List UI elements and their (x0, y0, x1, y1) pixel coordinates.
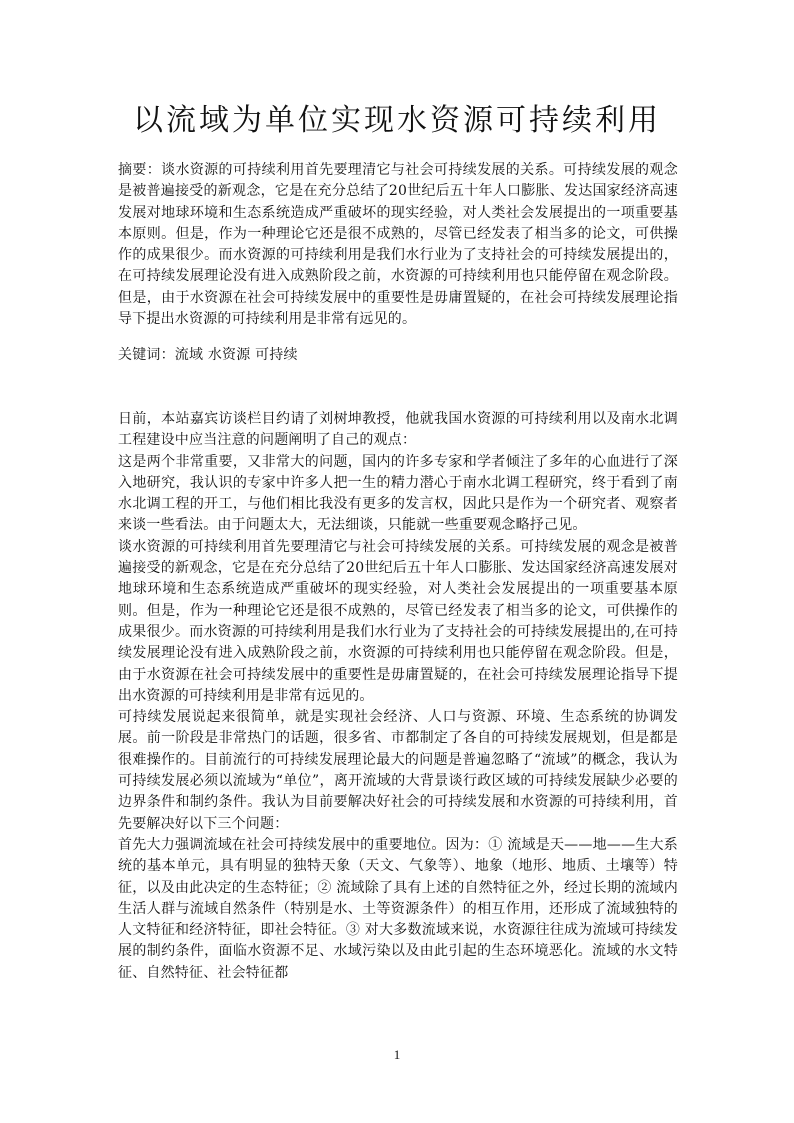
body-paragraph: 首先大力强调流域在社会可持续发展中的重要地位。因为：① 流域是天——地——生大系统的基本单元，具有明显的独特天象（天文、气象等）、地象（地形、地质、土壤等）特征，以及由此决定的生态特征；② 流域除了具有上述的自然特征之外，经过长期的流域内生活人群与流域自然条件（特别是水、土等资源条件）的相互作用，还形成了流域独特的人文特征和经济特征，即社会特征。③ 对大多数流域来说，水资源往往成为流域可持续发展的制约条件，面临水资源不足、水域污染以及由此引起的生态环境恶化。流域的水文特征、自然特征、社会特征都 (118, 836, 678, 981)
abstract-paragraph: 摘要：谈水资源的可持续利用首先要理清它与社会可持续发展的关系。可持续发展的观念是被普遍接受的新观念，它是在充分总结了20世纪后五十年人口膨胀、发达国家经济高速发展对地球环境和生态系统造成严重破坏的现实经验，对人类社会发展提出的一项重要基本原则。但是，作为一种理论它还是很不成熟的，尽管已经发表了相当多的论文，可供操作的成果很少。而水资源的可持续利用是我们水行业为了支持社会的可持续发展提出的，在可持续发展理论没有进入成熟阶段之前，水资源的可持续利用也只能停留在观念阶段。但是，由于水资源在社会可持续发展中的重要性是毋庸置疑的，在社会可持续发展理论指导下提出水资源的可持续利用是非常有远见的。 (118, 162, 678, 328)
document-title: 以流域为单位实现水资源可持续利用 (133, 103, 661, 138)
body-paragraph-intro: 日前，本站嘉宾访谈栏目约请了刘树坤教授，他就我国水资源的可持续利用以及南水北调工程建设中应当注意的问题阐明了自己的观点： (118, 411, 678, 449)
keywords-line: 关键词：流域 水资源 可持续 (118, 347, 298, 363)
body-paragraph: 可持续发展说起来很简单，就是实现社会经济、人口与资源、环境、生态系统的协调发展。前一阶段是非常热门的话题，很多省、市都制定了各自的可持续发展规划，但是都是很难操作的。目前流行的可持续发展理论最大的问题是普遍忽略了“流域”的概念，我认为可持续发展必须以流域为“单位”，离开流域的大背景谈行政区域的可持续发展缺少必要的边界条件和制约条件。我认为目前要解决好社会的可持续发展和水资源的可持续利用，首先要解决好以下三个问题： (118, 709, 678, 832)
body-paragraph: 谈水资源的可持续利用首先要理清它与社会可持续发展的关系。可持续发展的观念是被普遍接受的新观念，它是在充分总结了20世纪后五十年人口膨胀、发达国家经济高速发展对地球环境和生态系统造成严重破坏的现实经验，对人类社会发展提出的一项重要基本原则。但是，作为一种理论它还是很不成熟的，尽管已经发表了相当多的论文，可供操作的成果很少。而水资源的可持续利用是我们水行业为了支持社会的可持续发展提出的,在可持续发展理论没有进入成熟阶段之前，水资源的可持续利用也只能停留在观念阶段。但是，由于水资源在社会可持续发展中的重要性是毋庸置疑的，在社会可持续发展理论指导下提出水资源的可持续利用是非常有远见的。 (118, 538, 678, 704)
body-paragraph: 这是两个非常重要，又非常大的问题，国内的许多专家和学者倾注了多年的心血进行了深入地研究，我认识的专家中许多人把一生的精力潜心于南水北调工程研究，终于看到了南水北调工程的开工，与他们相比我没有更多的发言权，因此只是作为一个研究者、观察者来谈一些看法。由于问题太大，无法细谈，只能就一些重要观念略抒己见。 (118, 453, 678, 534)
body-text (118, 409, 678, 984)
page-number: 1 (393, 1047, 401, 1062)
